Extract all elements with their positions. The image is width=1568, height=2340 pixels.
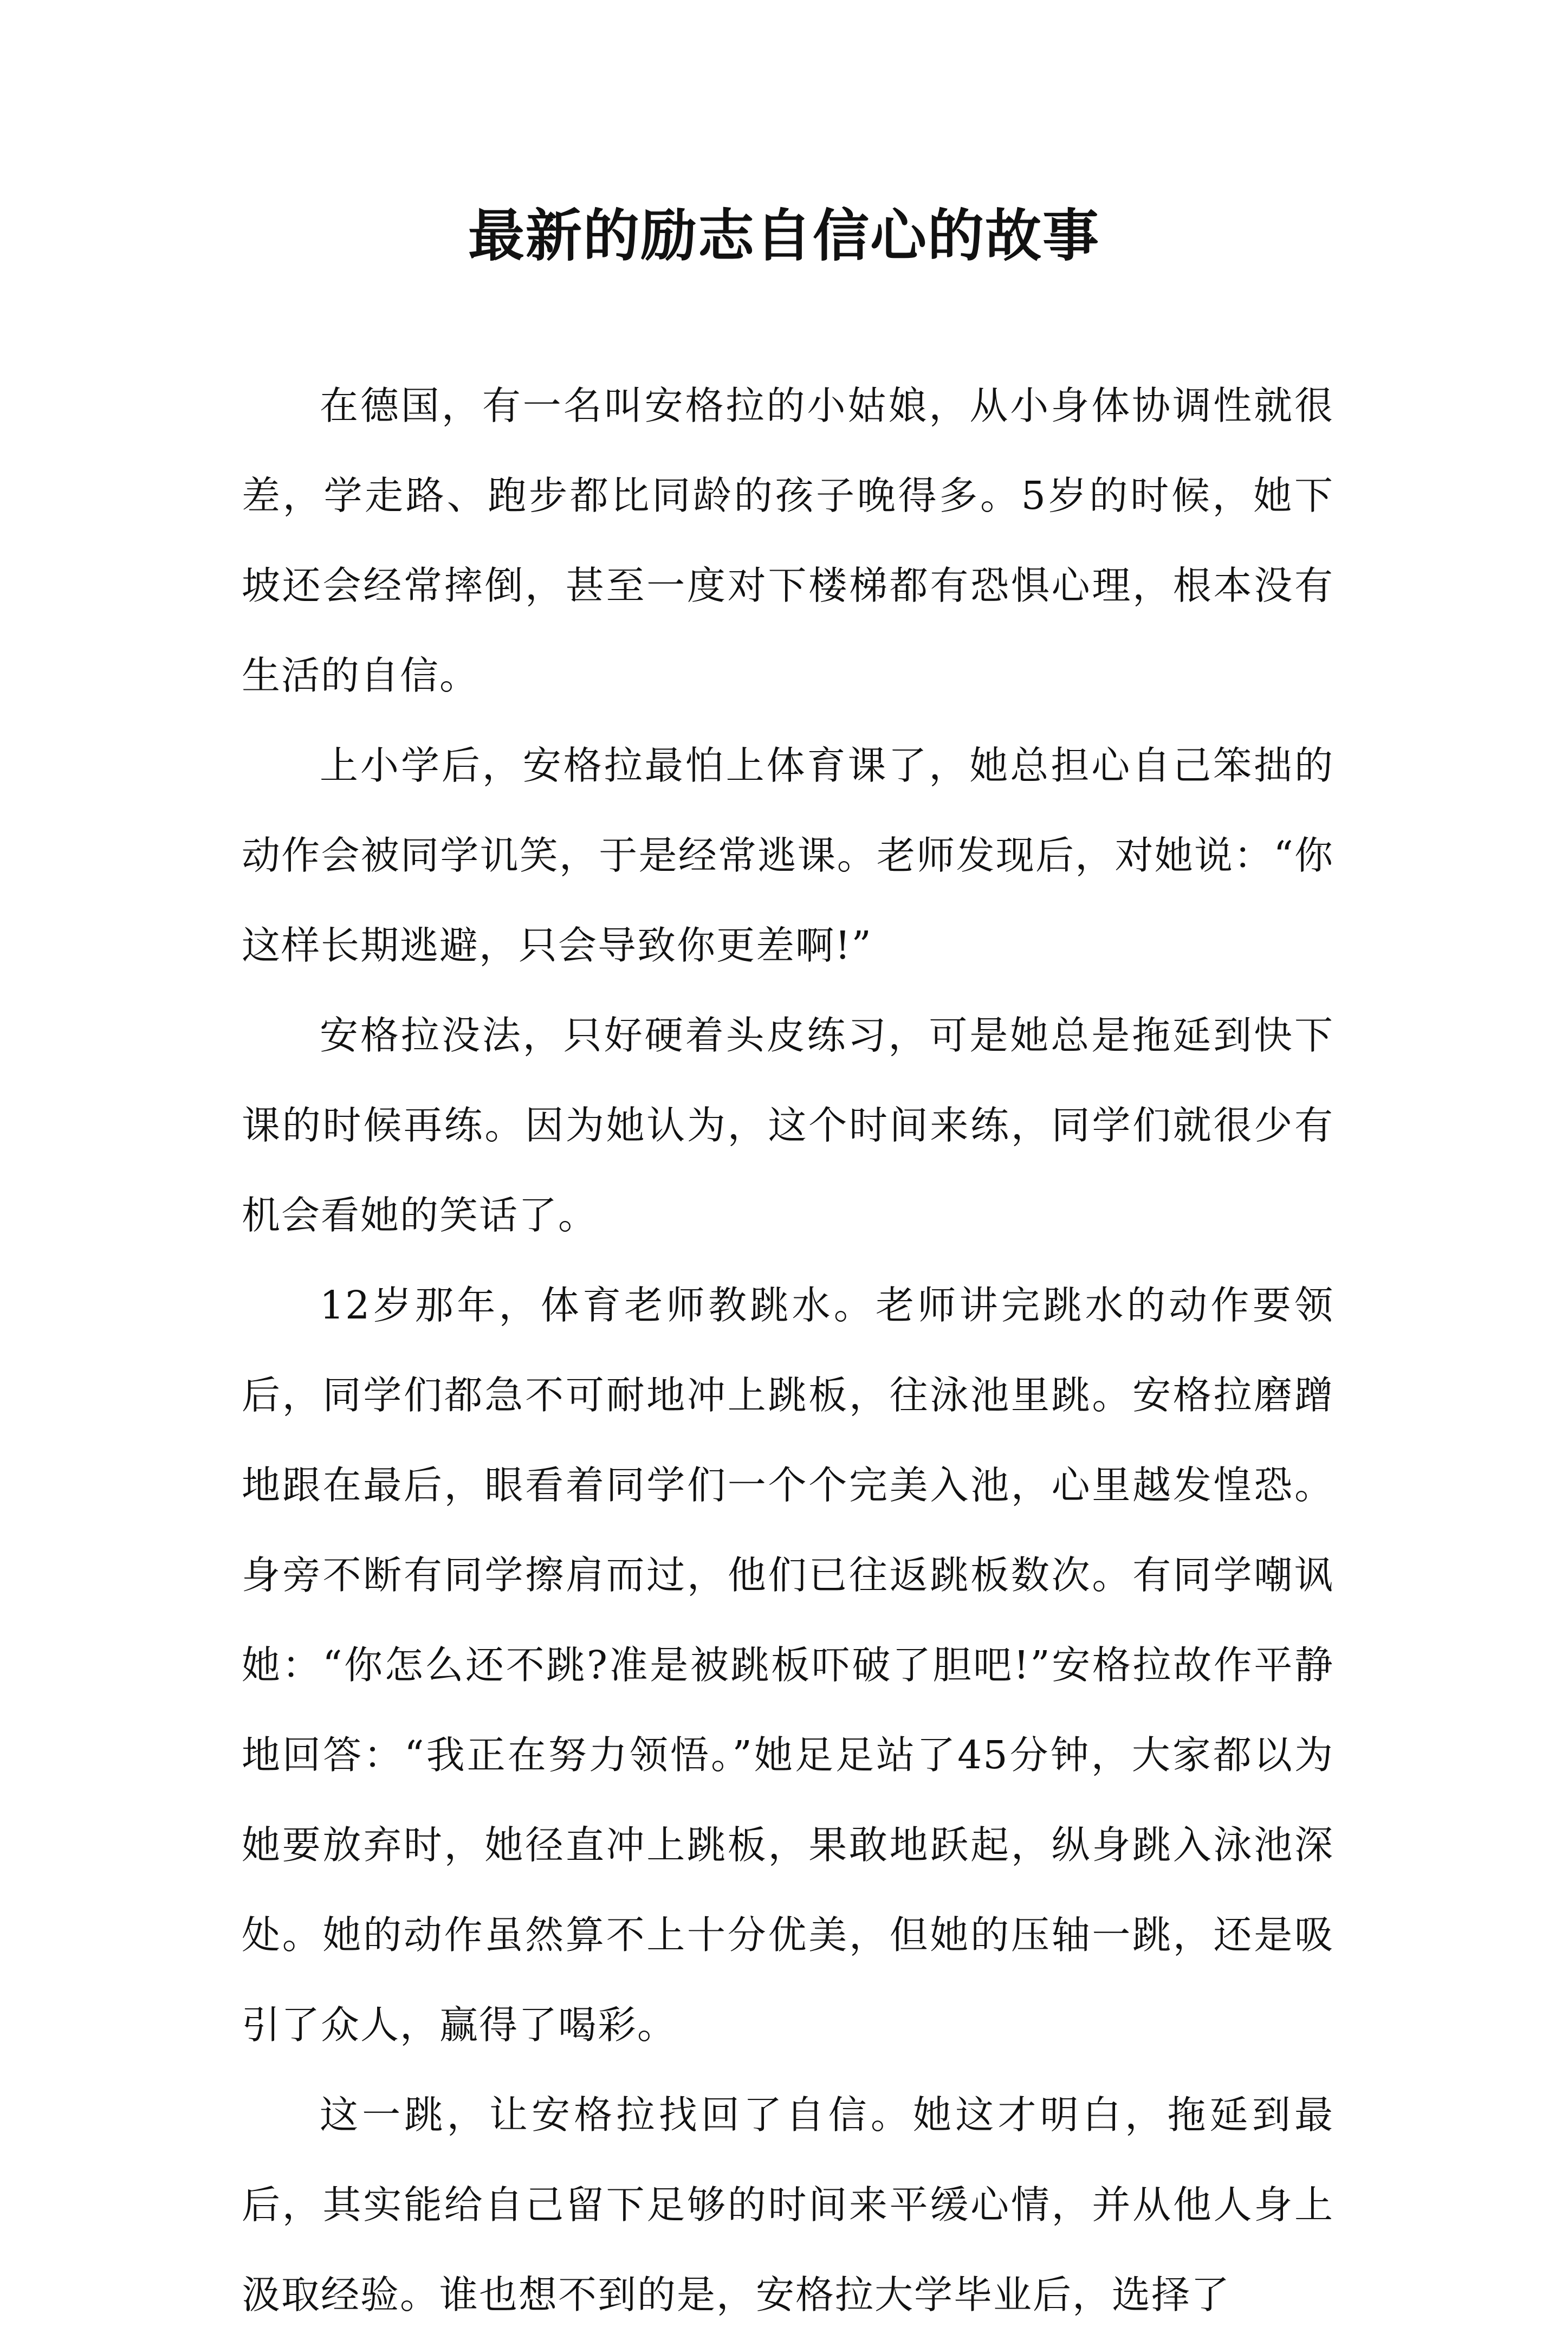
paragraph-5: 这一跳，让安格拉找回了自信。她这才明白，拖延到最后，其实能给自己留下足够的时间来平缓心情，并从他人身上汲取经验。谁也想不到的是，安格拉大学毕业后，选择了 bbox=[242, 2092, 1334, 2317]
paragraph-3: 安格拉没法，只好硬着头皮练习，可是她总是拖延到快下课的时候再练。因为她认为，这个时间来练，同学们就很少有机会看她的笑话了。 bbox=[242, 1013, 1334, 1238]
paragraph-1: 在德国，有一名叫安格拉的小姑娘，从小身体协调性就很差，学走路、跑步都比同龄的孩子晚得多。5岁的时候，她下坡还会经常摔倒，甚至一度对下楼梯都有恐惧心理，根本没有生活的自信。 bbox=[242, 383, 1334, 698]
paragraph-4: 12岁那年，体育老师教跳水。老师讲完跳水的动作要领后，同学们都急不可耐地冲上跳板，往泳池里跳。安格拉磨蹭地跟在最后，眼看着同学们一个个完美入池，心里越发惶恐。身旁不断有同学擦肩而过，他们已往返跳板数次。有同学嘲讽她：“你怎么还不跳?准是被跳板吓破了胆吧!”安格拉故作平静地回答：“我正在努力领悟。”她足足站了45分钟，大家都以为她要放弃时，她径直冲上跳板，果敢地跃起，纵身跳入泳池深处。她的动作虽然算不上十分优美，但她的压轴一跳，还是吸引了众人，赢得了喝彩。 bbox=[242, 1283, 1334, 2047]
article-body bbox=[242, 361, 1334, 2340]
page-title: 最新的励志自信心的故事 bbox=[468, 202, 1100, 269]
paragraph-2: 上小学后，安格拉最怕上体育课了，她总担心自己笨拙的动作会被同学讥笑，于是经常逃课。老师发现后，对她说：“你这样长期逃避，只会导致你更差啊!” bbox=[242, 743, 1334, 968]
